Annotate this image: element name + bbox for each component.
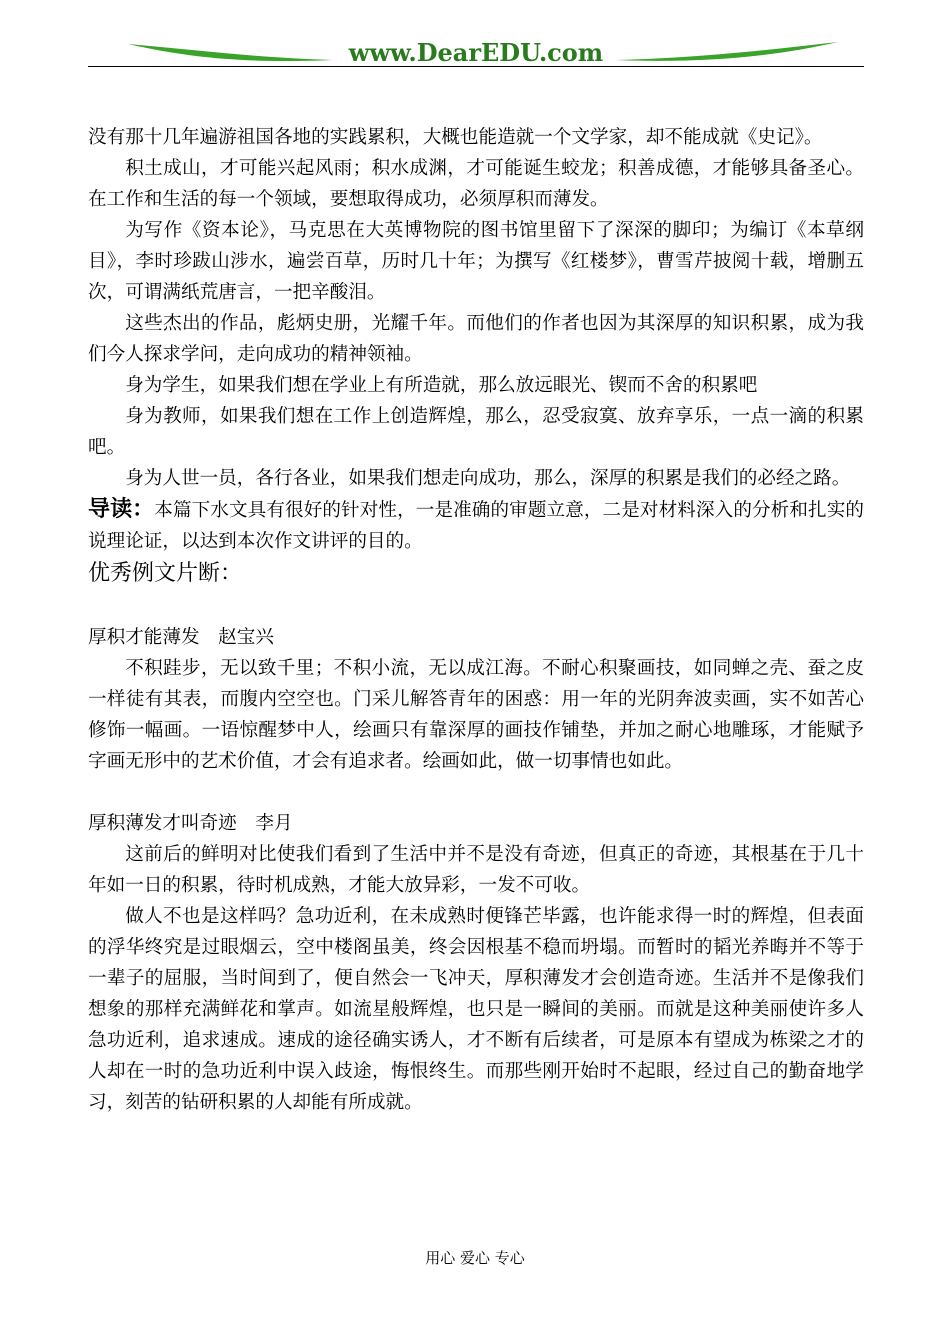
document-body xyxy=(88,122,864,1118)
continuation-paragraph: 没有那十几年遍游祖国各地的实践累积，大概也能造就一个文学家，却不能成就《史记》。 xyxy=(88,127,823,148)
article-title xyxy=(88,808,864,839)
site-header xyxy=(88,36,864,70)
right-swoosh-icon xyxy=(616,42,838,61)
header-divider xyxy=(88,66,864,67)
body-paragraph: 为写作《资本论》，马克思在大英博物院的图书馆里留下了深深的脚印；为编订《本草纲目》，李时珍跋山涉水，遍尝百草，历时几十年；为撰写《红楼梦》，曹雪芹披阅十载，增删五次，可谓满纸荒唐言，一把辛酸泪。 xyxy=(88,220,864,303)
guide-label: 导读： xyxy=(88,497,155,522)
body-paragraph: 身为学生，如果我们想在学业上有所造就，那么放远眼光、锲而不舍的积累吧 xyxy=(125,375,758,396)
body-paragraph: 这些杰出的作品，彪炳史册，光耀千年。而他们的作者也因为其深厚的知识积累，成为我们今人探求学问，走向成功的精神领袖。 xyxy=(88,313,864,365)
article-author: 李月 xyxy=(255,813,293,834)
article-paragraph: 做人不也是这样吗？急功近利，在未成熟时便锋芒毕露，也许能求得一时的辉煌，但表面的浮华终究是过眼烟云，空中楼阁虽美，终会因根基不稳而坍塌。而暂时的韬光养晦并不等于一辈子的屈服，当时间到了，便自然会一飞冲天，厚积薄发才会创造奇迹。生活并不是像我们想象的那样充满鲜花和掌声。如流星般辉煌，也只是一瞬间的美丽。而就是这种美丽使许多人急功近利，追求速成。速成的途径确实诱人，才不断有后续者，可是原本有望成为栋梁之才的人却在一时的急功近利中误入歧途，悔恨终生。而那些刚开始时不起眼，经过自己的勤奋地学习，刻苦的钻研积累的人却能有所成就。 xyxy=(88,906,864,1113)
body-paragraph: 积土成山，才可能兴起风雨；积水成渊，才可能诞生蛟龙；积善成德，才能够具备圣心。在工作和生活的每一个领域，要想取得成功，必须厚积而薄发。 xyxy=(88,158,864,210)
guide-section xyxy=(88,494,864,557)
examples-heading: 优秀例文片断： xyxy=(88,561,243,586)
blank-line xyxy=(88,591,864,622)
article-author: 赵宝兴 xyxy=(218,627,274,648)
article-title-text: 厚积才能薄发 xyxy=(88,627,200,648)
blank-line xyxy=(88,777,864,808)
left-swoosh-icon xyxy=(128,44,333,61)
article-title xyxy=(88,622,864,653)
article-paragraph: 这前后的鲜明对比使我们看到了生活中并不是没有奇迹，但真正的奇迹，其根基在于几十年如一日的积累，待时机成熟，才能大放异彩，一发不可收。 xyxy=(88,844,864,896)
body-paragraph: 身为人世一员，各行各业，如果我们想走向成功，那么，深厚的积累是我们的必经之路。 xyxy=(125,468,851,489)
body-paragraph: 身为教师，如果我们想在工作上创造辉煌，那么，忍受寂寞、放弃享乐，一点一滴的积累吧。 xyxy=(88,406,864,458)
article-title-text: 厚积薄发才叫奇迹 xyxy=(88,813,237,834)
guide-text: 本篇下水文具有很好的针对性，一是准确的审题立意，二是对材料深入的分析和扎实的说理论证，以达到本次作文讲评的目的。 xyxy=(88,500,864,552)
site-logo-text: www.DearEDU.com xyxy=(348,38,604,67)
article-paragraph: 不积跬步，无以致千里；不积小流，无以成江海。不耐心积聚画技，如同蝉之壳、蚕之皮一样徒有其表，而腹内空空也。门采儿解答青年的困惑：用一年的光阴奔波卖画，实不如苦心修饰一幅画。一语惊醒梦中人，绘画只有靠深厚的画技作铺垫，并加之耐心地雕琢，才能赋予字画无形中的艺术价值，才会有追求者。绘画如此，做一切事情也如此。 xyxy=(88,658,864,772)
page-footer: 用心 爱心 专心 xyxy=(425,1249,525,1267)
site-logo xyxy=(88,36,864,70)
